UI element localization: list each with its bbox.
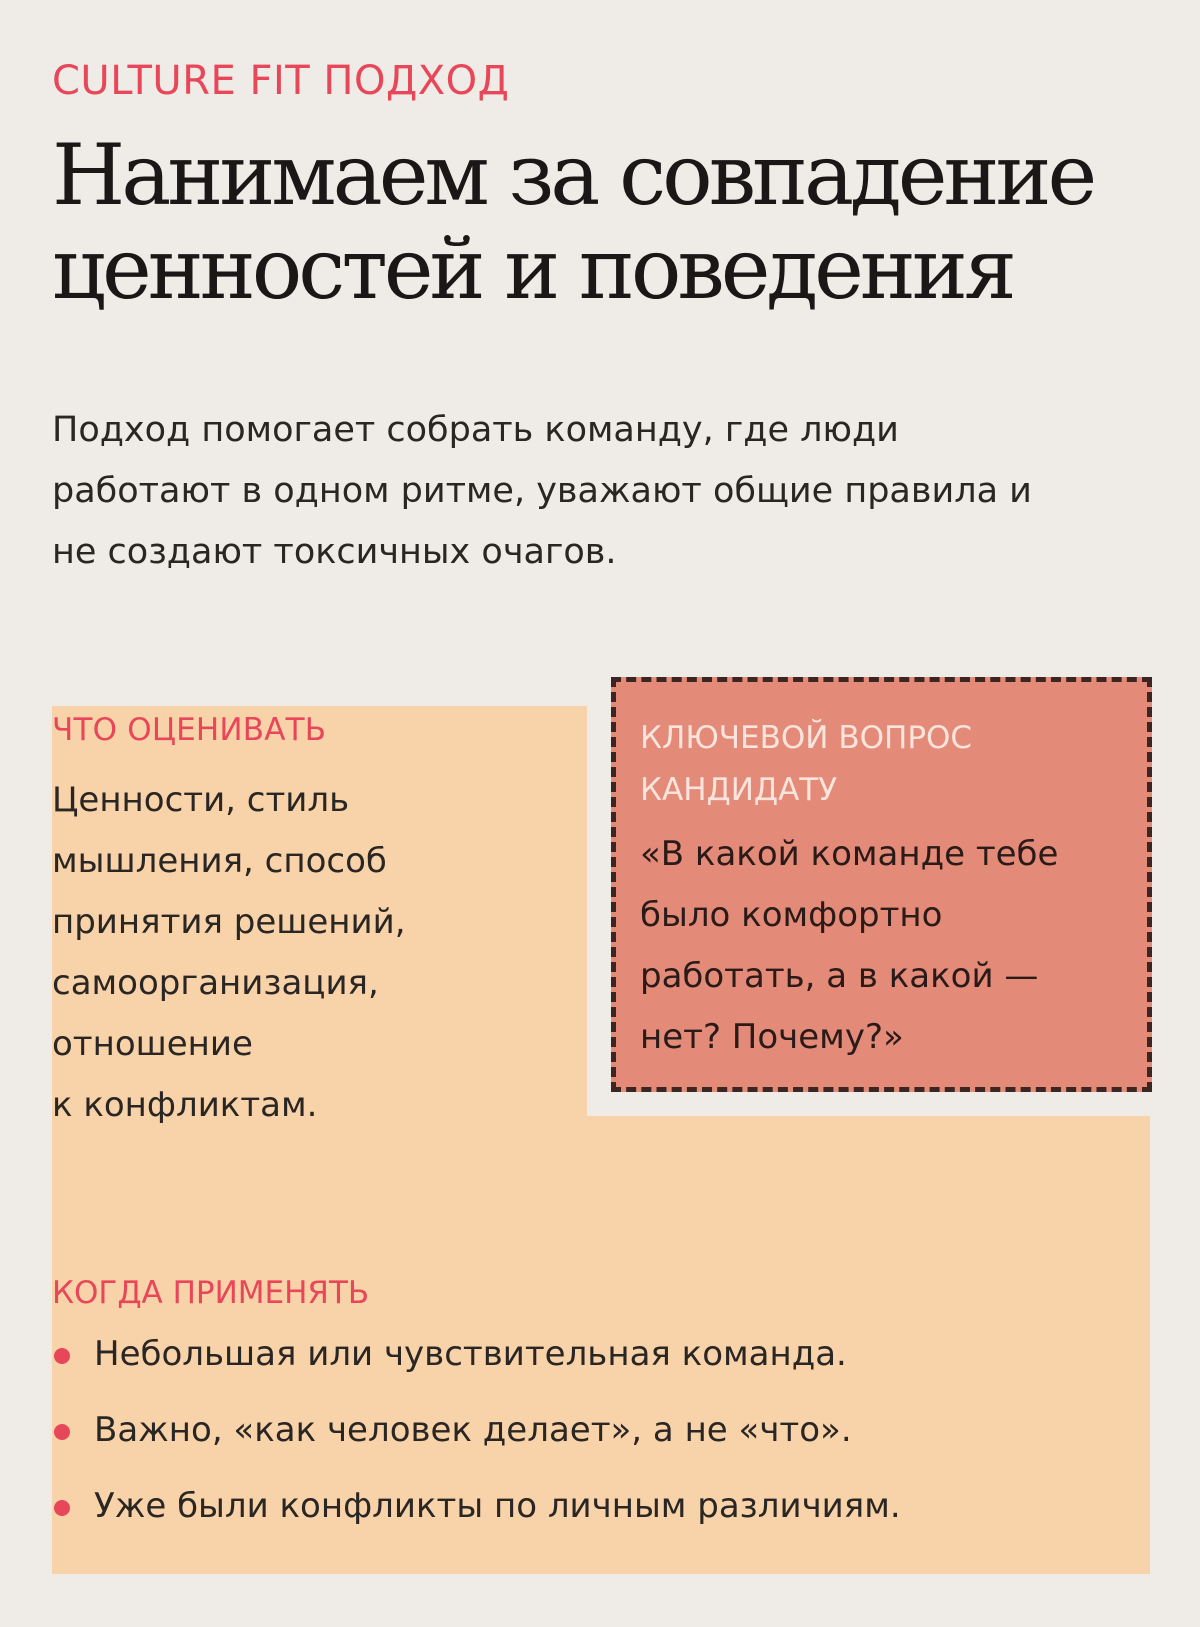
what-to-assess-label: ЧТО ОЦЕНИВАТЬ: [52, 712, 327, 748]
question-line: нет? Почему?»: [640, 1017, 904, 1057]
question-line: было комфортно: [640, 895, 943, 935]
when-to-apply-list: [52, 1328, 1142, 1556]
when-to-apply-label: КОГДА ПРИМЕНЯТЬ: [52, 1275, 370, 1311]
key-question-label-line: КЛЮЧЕВОЙ ВОПРОС: [640, 720, 973, 756]
what-to-assess-text: [52, 770, 572, 1136]
bullet-dot-icon: [54, 1500, 70, 1516]
page-title: [52, 128, 1172, 316]
key-question-label-line: КАНДИДАТУ: [640, 772, 838, 808]
question-line: «В какой команде тебе: [640, 834, 1059, 874]
key-question-label: [640, 712, 1120, 816]
what-line: отношение: [52, 1024, 253, 1064]
list-item: [52, 1404, 1142, 1480]
list-item: [52, 1328, 1142, 1404]
eyebrow-label: CULTURE FIT ПОДХОД: [52, 58, 510, 104]
bullet-dot-icon: [54, 1348, 70, 1364]
list-item-text: Важно, «как человек делает», а не «что».: [94, 1410, 852, 1450]
key-question-text: [640, 824, 1130, 1068]
lead-paragraph: [52, 400, 1162, 583]
what-line: Ценности, стиль: [52, 780, 350, 820]
what-line: самоорганизация,: [52, 963, 379, 1003]
title-line: ценностей и поведения: [52, 220, 1013, 318]
what-line: мышления, способ: [52, 841, 387, 881]
key-question-card: [611, 677, 1152, 1092]
what-line: к конфликтам.: [52, 1085, 318, 1125]
list-item: [52, 1480, 1142, 1556]
bullet-dot-icon: [54, 1424, 70, 1440]
lead-line: Подход помогает собрать команду, где люди: [52, 410, 899, 450]
list-item-text: Уже были конфликты по личным различиям.: [94, 1486, 901, 1526]
lead-line: не создают токсичных очагов.: [52, 532, 617, 572]
question-line: работать, а в какой —: [640, 956, 1039, 996]
what-line: принятия решений,: [52, 902, 406, 942]
title-line: Нанимаем за совпадение: [52, 126, 1094, 224]
list-item-text: Небольшая или чувствительная команда.: [94, 1334, 847, 1374]
lead-line: работают в одном ритме, уважают общие правила и: [52, 471, 1032, 511]
